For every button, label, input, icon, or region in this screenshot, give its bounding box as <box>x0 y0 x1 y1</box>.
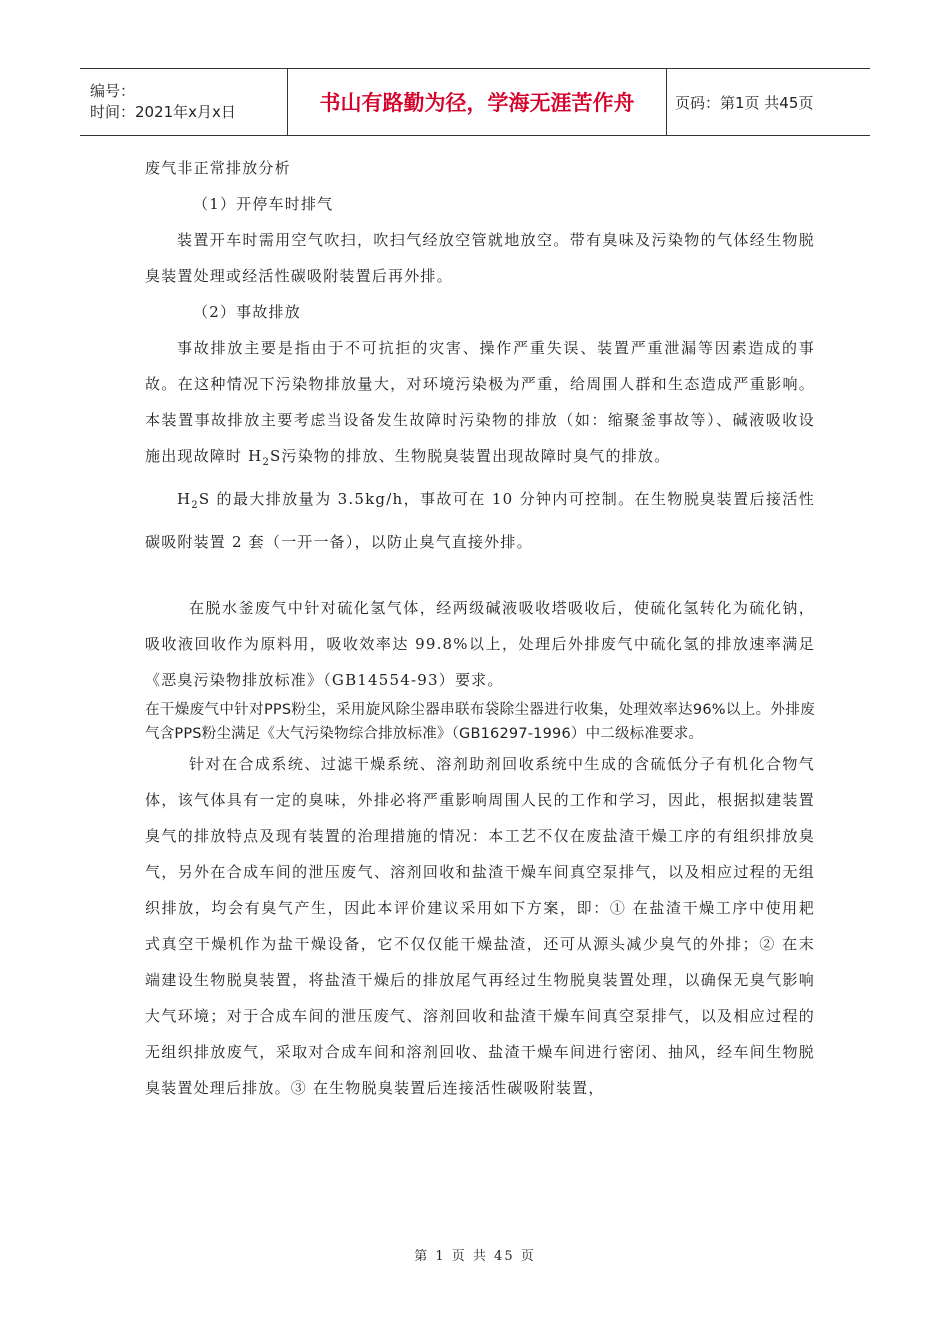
section1-heading: （1）开停车时排气 <box>193 195 334 213</box>
h2s-subscript: 2 <box>191 500 199 511</box>
section-title: 废气非正常排放分析 <box>145 159 291 177</box>
dehydration-paragraph: 在脱水釜废气中针对硫化氢气体，经两级碱液吸收塔吸收后，使硫化氢转化为硫化钠，吸收液回收作为原料用，吸收效率达 99.8%以上，处理后外排废气中硫化氢的排放速率满足《恶臭污染物排放标准》（GB14554-93）要求。 <box>145 599 815 689</box>
page-footer: 第 1 页 共 45 页 <box>414 1249 536 1264</box>
h2s-text-b: S 的最大排放量为 3.5kg/h，事故可在 10 分钟内可控制。在生物脱臭装置后接活性碳吸附装置 2 套（一开一备），以防止臭气直接外排。 <box>145 490 815 551</box>
header-page-info: 页码：第1页 共45页 <box>667 69 871 136</box>
document-date-label: 时间：2021年x月x日 <box>90 103 236 121</box>
section2-heading: （2）事故排放 <box>193 303 301 321</box>
document-header <box>80 68 870 136</box>
document-body <box>145 150 815 1106</box>
header-meta-cell <box>80 69 288 136</box>
section2-subscript: 2 <box>262 457 271 468</box>
section1-paragraph: 装置开车时需用空气吹扫，吹扫气经放空管就地放空。带有臭味及污染物的气体经生物脱臭装置处理或经活性碳吸附装置后再外排。 <box>145 231 815 285</box>
odor-paragraph: 针对在合成系统、过滤干燥系统、溶剂助剂回收系统中生成的含硫低分子有机化合物气体，该气体具有一定的臭味，外排必将严重影响周围人民的工作和学习，因此，根据拟建装置臭气的排放特点及现有装置的治理措施的情况：本工艺不仅在废盐渣干燥工序的有组织排放臭气，另外在合成车间的泄压废气、溶剂回收和盐渣干燥车间真空泵排气，以及相应过程的无组织排放，均会有臭气产生，因此本评价建议采用如下方案，即：① 在盐渣干燥工序中使用耙式真空干燥机作为盐干燥设备，它不仅仅能干燥盐渣，还可从源头减少臭气的外排；② 在末端建设生物脱臭装置，将盐渣干燥后的排放尾气再经过生物脱臭装置处理，以确保无臭气影响大气环境；对于合成车间的泄压废气、溶剂回收和盐渣干燥车间真空泵排气，以及相应过程的无组织排放废气，采取对合成车间和溶剂回收、盐渣干燥车间进行密闭、抽风，经车间生物脱臭装置处理后排放。③ 在生物脱臭装置后连接活性碳吸附装置， <box>145 755 815 1097</box>
document-number-label: 编号： <box>90 82 136 100</box>
drying-paragraph: 在干燥废气中针对PPS粉尘，采用旋风除尘器串联布袋除尘器进行收集，处理效率达96%以上。外排废气含PPS粉尘满足《大气污染物综合排放标准》（GB16297-1996）中二级标准要求。 <box>145 702 815 742</box>
section2-text-a: 事故排放主要是指由于不可抗拒的灾害、操作严重失误、装置严重泄漏等因素造成的事故。在这种情况下污染物排放量大，对环境污染极为严重，给周围人群和生态造成严重影响。本装置事故排放主要考虑当设备发生故障时污染物的排放（如：缩聚釜事故等）、碱液吸收设施出现故障时 H <box>145 339 815 465</box>
h2s-paragraph <box>145 481 815 560</box>
header-motto: 书山有路勤为径，学海无涯苦作舟 <box>288 69 667 136</box>
h2s-text-a: H <box>177 490 192 508</box>
paragraph-gap <box>145 560 815 590</box>
section2-text-b: S污染物的排放、生物脱臭装置出现故障时臭气的排放。 <box>270 447 671 465</box>
section2-paragraph <box>145 330 815 481</box>
